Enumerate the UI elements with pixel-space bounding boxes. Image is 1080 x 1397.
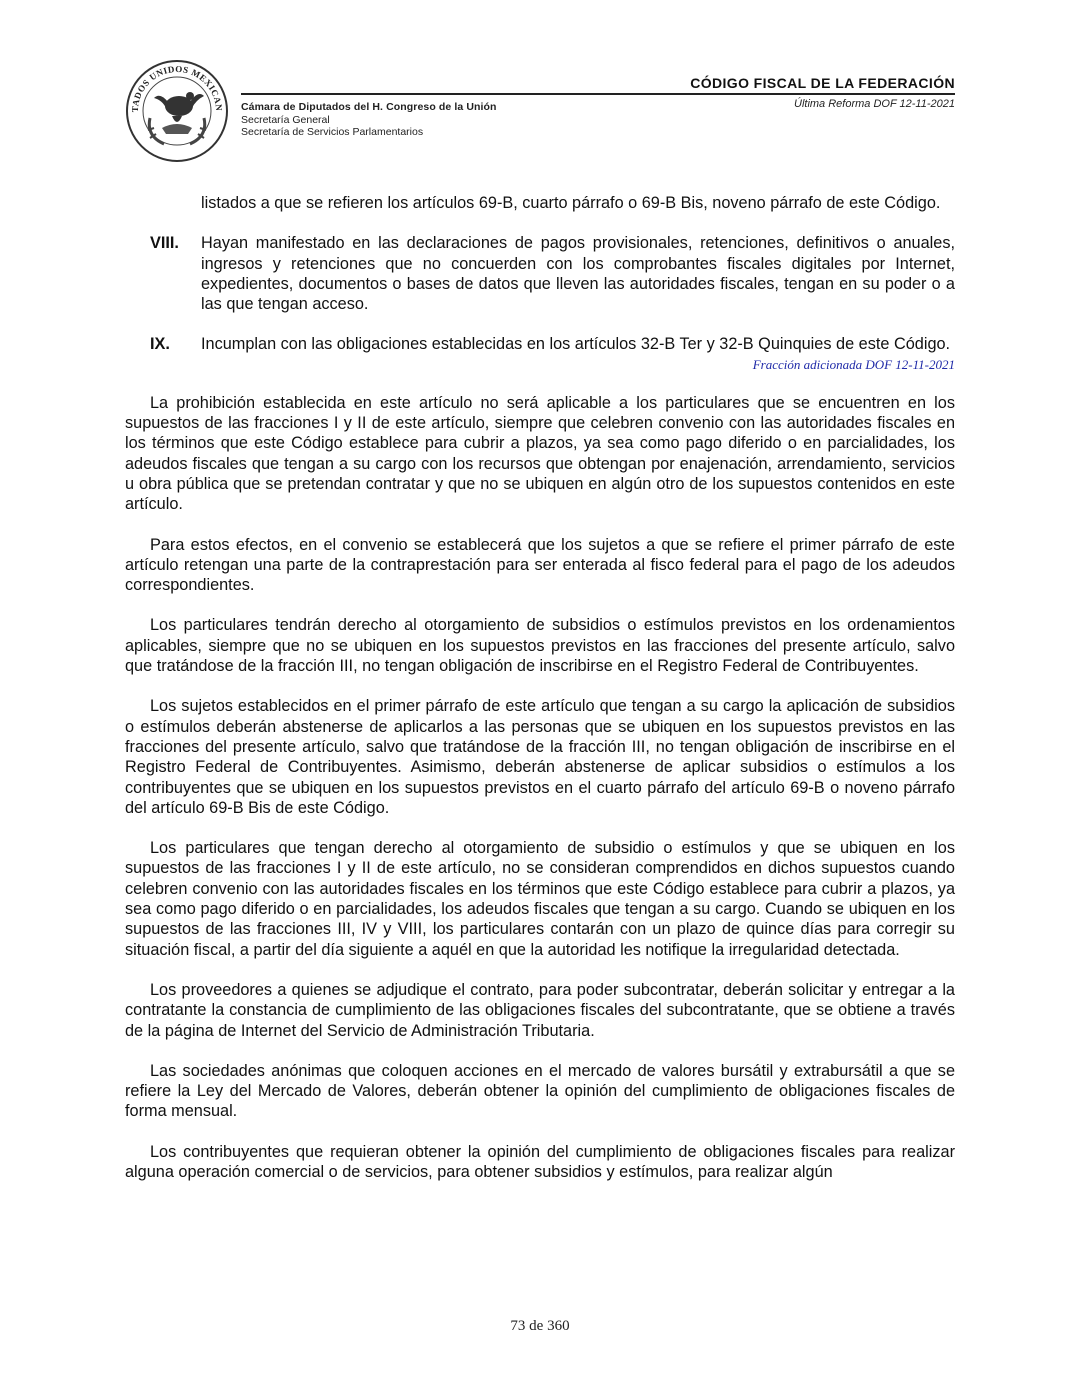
coat-of-arms-seal-icon [124, 58, 230, 164]
paragraph: Los particulares que tengan derecho al otorgamiento de subsidio o estímulos y que se ubiquen en los supuestos de las fracciones I y II de este artículo, no se consideran comprendidos en dichos supuestos cuando celebren convenio con las autoridades fiscales en los términos que este Código establece para cubrir a plazos, ya sea como pago diferido o en parcialidades, los adeudos fiscales que tengan a su cargo. Cuando se ubiquen en los supuestos de las fracciones III, IV y VIII, los particulares contarán con un plazo de quince días para corregir su situación fiscal, a partir del día siguiente a aquél en que la autoridad les notifique la irregularidad detectada. [125, 839, 955, 959]
fraction-numeral: IX. [150, 335, 170, 354]
fraction-text: Hayan manifestado en las declaraciones de pagos provisionales, retenciones, definitivos o anuales, ingresos y retenciones que no concuerden con los comprobantes fiscales digitales por Internet, expedientes, documentos o bases de datos que lleven las autoridades fiscales, tengan en su poder o a las que tengan acceso. [201, 234, 955, 314]
paragraph: Las sociedades anónimas que coloquen acciones en el mercado de valores bursátil y extrabursátil a que se refiere la Ley del Mercado de Valores, deberán obtener la opinión del cumplimiento de obligaciones fiscales de forma mensual. [125, 1061, 955, 1121]
fraction-viii [125, 233, 955, 314]
fraction-ix [125, 334, 955, 354]
paragraph: La prohibición establecida en este artículo no será aplicable a los particulares que se encuentren en los supuestos de las fracciones I y II de este artículo, siempre que celebren convenio con las autoridades fiscales en los términos que este Código establece para cubrir a plazos, ya sea como pago diferido o en parcialidades, los adeudos fiscales que tengan a su cargo con los recursos que obtengan por enajenación, arrendamiento, servicios u obra pública que se pretendan contratar y que no se ubiquen en algún otro de los supuestos contenidos en este artículo. [125, 393, 955, 514]
paragraph: Los contribuyentes que requieran obtener la opinión del cumplimiento de obligaciones fiscales para realizar alguna operación comercial o de servicios, para obtener subsidios y estímulos, para realizar algún [125, 1142, 955, 1181]
paragraph: Los proveedores a quienes se adjudique el contrato, para poder subcontratar, deberán solicitar y entregar a la contratante la constancia de cumplimiento de las obligaciones fiscales del subcontratante, que se obtiene a través de la página de Internet del Servicio de Administración Tributaria. [125, 980, 955, 1040]
last-reform-date: Última Reforma DOF 12-11-2021 [794, 98, 955, 110]
page-number: 73 de 360 [510, 1318, 570, 1334]
institution-secretariat: Secretaría General [241, 113, 330, 126]
institution-service: Secretaría de Servicios Parlamentarios [241, 126, 424, 138]
amendment-note: Fracción adicionada DOF 12-11-2021 [752, 356, 955, 372]
paragraph: Los particulares tendrán derecho al otorgamiento de subsidios o estímulos previstos en los ordenamientos aplicables, siempre que no se ubiquen en los supuestos previstos en las fracciones del presente artículo, salvo que tratándose de la fracción III, no tengan obligación de inscribirse en el Registro Federal de Contribuyentes. [125, 616, 955, 676]
continued-text: listados a que se refieren los artículos 69-B, cuarto párrafo o 69-B Bis, noveno párrafo de este Código. [201, 194, 941, 212]
header-rule [241, 93, 955, 95]
institution-name: Cámara de Diputados del H. Congreso de la Unión [241, 101, 497, 113]
paragraph: Para estos efectos, en el convenio se establecerá que los sujetos a que se refiere el primer párrafo de este artículo retengan una parte de la contraprestación para ser enterada al fisco federal para el pago de los adeudos correspondientes. [125, 535, 955, 595]
document-title: CÓDIGO FISCAL DE LA FEDERACIÓN [690, 75, 955, 91]
fraction-text: Incumplan con las obligaciones establecidas en los artículos 32-B Ter y 32-B Quinquies de este Código. [201, 335, 951, 354]
fraction-numeral: VIII. [150, 234, 179, 253]
seal-text: TADOS UNIDOS MEXICAN [129, 63, 225, 113]
paragraph: Los sujetos establecidos en el primer párrafo de este artículo que tengan a su cargo la aplicación de subsidios o estímulos deberán abstenerse de aplicarlos a las personas que se ubiquen en los supuestos previstos en las fracciones del presente artículo, salvo que tratándose de la fracción III, no tengan obligación de inscribirse en el Registro Federal de Contribuyentes. Asimismo, deberán abstenerse de aplicar subsidios o estímulos a los contribuyentes que se ubiquen en los supuestos previstos en el cuarto párrafo del artículo 69-B o noveno párrafo del artículo 69-B Bis de este Código. [125, 697, 955, 817]
institution-block [241, 101, 497, 139]
document-body [125, 193, 955, 1182]
